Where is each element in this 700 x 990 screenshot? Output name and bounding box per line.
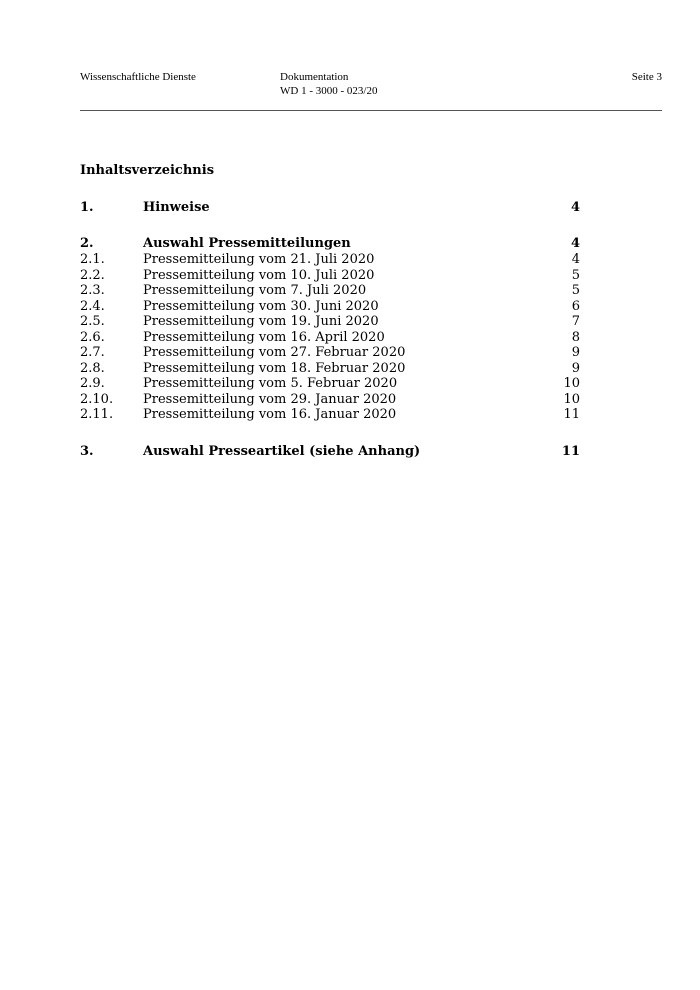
page-header	[80, 70, 662, 110]
toc-entry-page: 4	[570, 200, 580, 215]
toc-entry-title: Pressemitteilung vom 7. Juli 2020	[143, 283, 367, 298]
toc-entry-title: Pressemitteilung vom 16. April 2020	[143, 330, 385, 345]
header-document-info	[280, 70, 377, 98]
toc-entry-title: Pressemitteilung vom 29. Januar 2020	[143, 392, 397, 407]
toc-entry-page: 11	[563, 407, 580, 422]
toc-entry-page: 10	[563, 376, 580, 391]
toc-entry-number: 2.7.	[80, 345, 105, 360]
toc-entry[interactable]	[80, 252, 580, 268]
toc-entry-number: 2.1.	[80, 252, 105, 267]
header-institution: Wissenschaftliche Dienste	[80, 71, 196, 83]
toc-entry[interactable]	[80, 236, 580, 252]
header-doc-type: Dokumentation	[280, 71, 349, 83]
toc-entry-number: 2.2.	[80, 268, 105, 283]
toc-entry-number: 2.9.	[80, 376, 105, 391]
toc-entry-title: Pressemitteilung vom 27. Februar 2020	[143, 345, 406, 360]
toc-entry-number: 2.11.	[80, 407, 114, 422]
toc-entry-number: 1.	[80, 200, 94, 215]
toc-entry[interactable]	[80, 444, 580, 460]
toc-entry-number: 2.10.	[80, 392, 114, 407]
header-divider	[80, 110, 662, 111]
toc-entry-page: 10	[563, 392, 580, 407]
toc-entry[interactable]	[80, 200, 580, 216]
toc-entry[interactable]	[80, 330, 580, 346]
toc-entry-page: 9	[571, 345, 580, 360]
toc-entry[interactable]	[80, 314, 580, 330]
toc-entry-title: Hinweise	[143, 200, 210, 215]
toc-entry-number: 3.	[80, 444, 94, 459]
toc-entry[interactable]	[80, 345, 580, 361]
toc-entry[interactable]	[80, 392, 580, 408]
toc-entry-title: Pressemitteilung vom 19. Juni 2020	[143, 314, 379, 329]
toc-entry-page: 8	[571, 330, 580, 345]
toc-entry[interactable]	[80, 299, 580, 315]
toc-entry-title: Auswahl Pressemitteilungen	[143, 236, 351, 251]
toc-entry[interactable]	[80, 376, 580, 392]
toc-entry-number: 2.5.	[80, 314, 105, 329]
toc-entry[interactable]	[80, 283, 580, 299]
toc-entry-title: Pressemitteilung vom 16. Januar 2020	[143, 407, 397, 422]
toc-title: Inhaltsverzeichnis	[80, 163, 215, 178]
header-page-number: Seite 3	[631, 71, 662, 83]
toc-entry-title: Auswahl Presseartikel (siehe Anhang)	[143, 444, 421, 459]
toc-entry-title: Pressemitteilung vom 18. Februar 2020	[143, 361, 406, 376]
toc-entry-page: 9	[571, 361, 580, 376]
toc-entry[interactable]	[80, 407, 580, 423]
toc-entry-title: Pressemitteilung vom 5. Februar 2020	[143, 376, 398, 391]
toc-entry-title: Pressemitteilung vom 10. Juli 2020	[143, 268, 375, 283]
toc-entry-page: 5	[571, 268, 580, 283]
toc-entry-title: Pressemitteilung vom 30. Juni 2020	[143, 299, 379, 314]
toc-entry-number: 2.3.	[80, 283, 105, 298]
toc-entry[interactable]	[80, 361, 580, 377]
toc-entry-page: 6	[571, 299, 580, 314]
toc-entry-page: 4	[570, 236, 580, 251]
toc-entry-number: 2.8.	[80, 361, 105, 376]
toc-entry-number: 2.6.	[80, 330, 105, 345]
toc-entry[interactable]	[80, 268, 580, 284]
toc-entry-page: 4	[571, 252, 580, 267]
toc-entry-number: 2.4.	[80, 299, 105, 314]
toc-entry-page: 11	[561, 444, 580, 459]
toc-entry-page: 5	[571, 283, 580, 298]
toc-entry-page: 7	[571, 314, 580, 329]
toc-entry-title: Pressemitteilung vom 21. Juli 2020	[143, 252, 375, 267]
header-doc-id: WD 1 - 3000 - 023/20	[280, 85, 378, 97]
toc-entry-number: 2.	[80, 236, 94, 251]
